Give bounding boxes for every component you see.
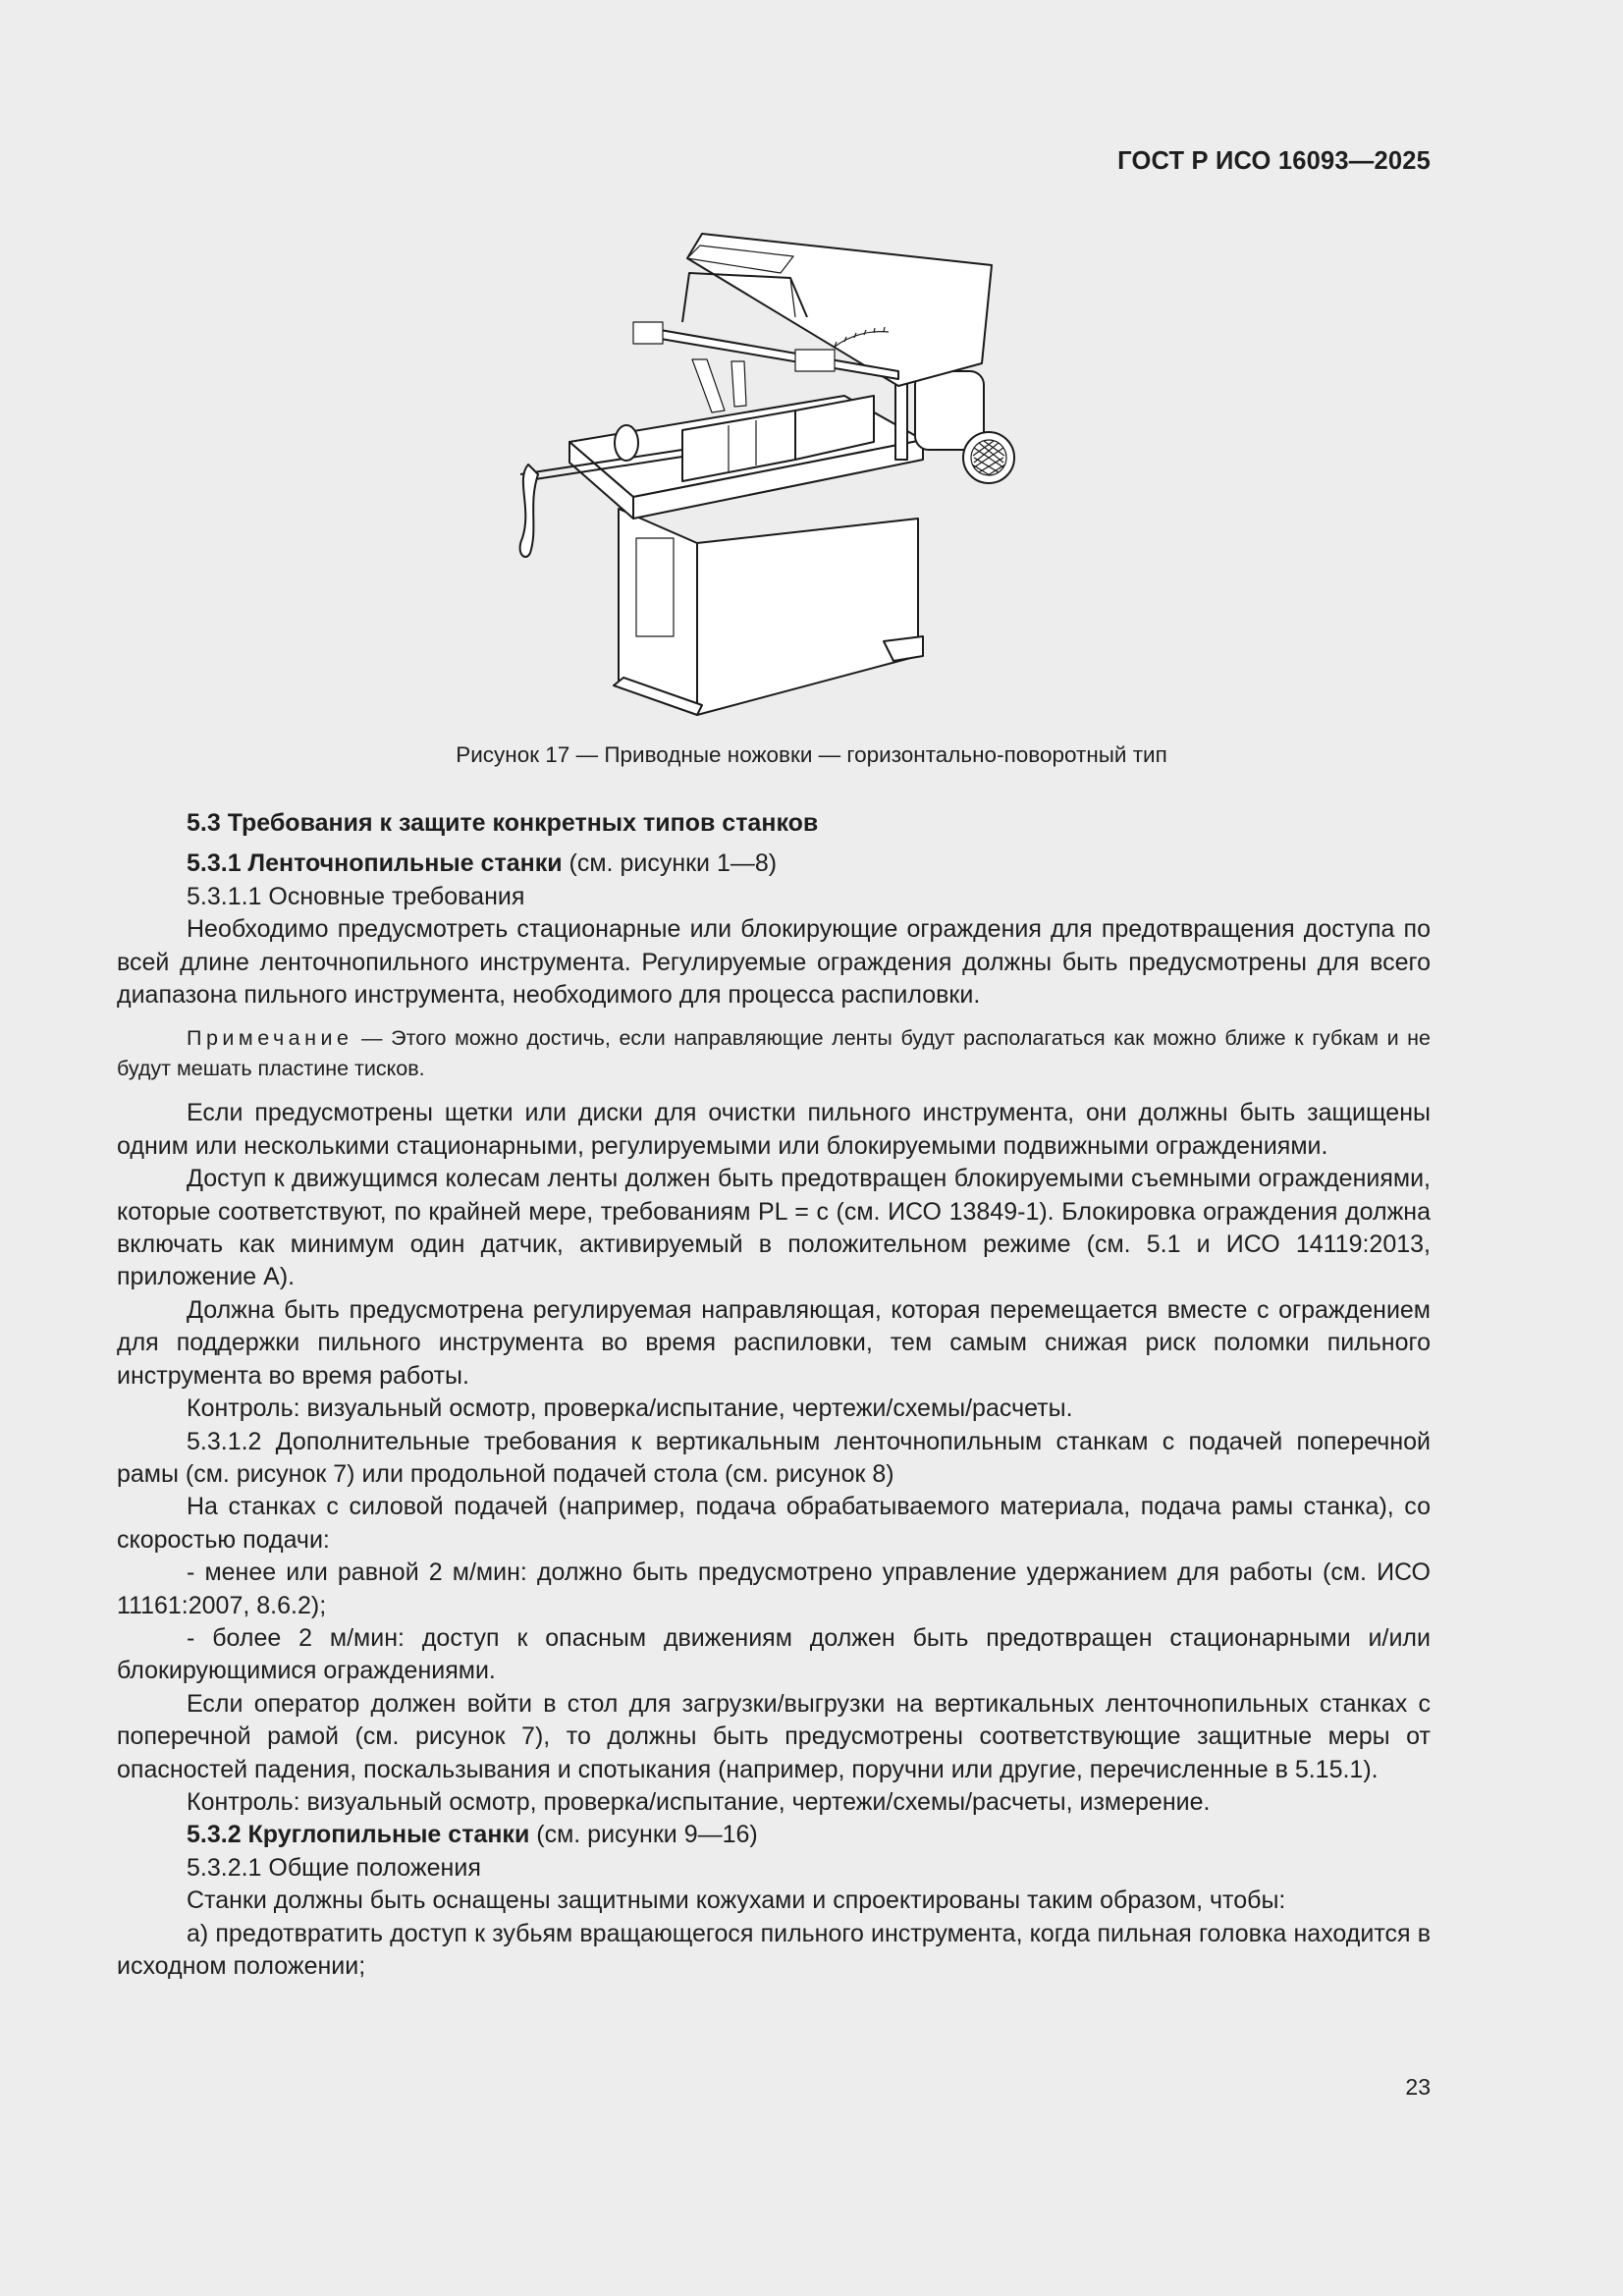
paragraph: Если оператор должен войти в стол для загрузки/выгрузки на вертикальных ленточнопильных станках с поперечной рамой (см. рисунок 7), то должны быть предусмотрены соответствующие защитные меры от опасностей падения, поскальзывания и спотыкания (например, поручни или другие, перечисленные в 5.15.1). bbox=[117, 1689, 1431, 1783]
paragraph: Если предусмотрены щетки или диски для очистки пильного инструмента, они должны быть защищены одним или несколькими стационарными, регулируемыми или блокируемыми подвижными ограждениями. bbox=[117, 1099, 1431, 1160]
note-text: — Этого можно достичь, если направляющие ленты будут располагаться как можно ближе к губкам и не будут мешать пластине тисков. bbox=[117, 1026, 1431, 1081]
subsection-5321: 5.3.2.1 Общие положения bbox=[187, 1853, 481, 1882]
subsection-531 bbox=[117, 847, 1431, 880]
subsection-532-ref: (см. рисунки 9—16) bbox=[529, 1821, 758, 1849]
subsection-532-title: 5.3.2 Круглопильные станки bbox=[187, 1821, 530, 1849]
paragraph: Станки должны быть оснащены защитными кожухами и спроектированы таким образом, чтобы: bbox=[187, 1886, 1286, 1915]
paragraph: Необходимо предусмотреть стационарные или блокирующие ограждения для предотвращения доступа по всей длине ленточнопильного инструмента. Регулируемые ограждения должны быть предусмотрены для всего диапазона пильного инструмента, необходимого для процесса распиловки. bbox=[117, 915, 1431, 1010]
paragraph: Доступ к движущимся колесам ленты должен быть предотвращен блокируемыми съемными ограждениями, которые соответствуют, по крайней мере, требованиям PL = c (см. ИСО 13849-1). Блокировка ограждения должна включать как минимум один датчик, активируемый в положительном режиме (см. 5.1 и ИСО 14119:2013, приложение А). bbox=[117, 1165, 1431, 1291]
paragraph: Контроль: визуальный осмотр, проверка/испытание, чертежи/схемы/расчеты, измерение. bbox=[187, 1787, 1211, 1816]
bandsaw-figure bbox=[511, 224, 1041, 717]
section-heading: 5.3 Требования к защите конкретных типов станков bbox=[187, 809, 819, 837]
subsection-531-title: 5.3.1 Ленточнопильные станки bbox=[187, 849, 563, 878]
list-item: а) предотвратить доступ к зубьям вращающегося пильного инструмента, когда пильная головка находится в исходном положении; bbox=[117, 1919, 1431, 1980]
note-label: Примечание bbox=[187, 1026, 353, 1051]
cabinet-panel bbox=[636, 538, 674, 636]
cabinet-front bbox=[697, 519, 918, 715]
paragraph: Должна быть предусмотрена регулируемая направляющая, которая перемещается вместе с ограждением для поддержки пильного инструмента во время распиловки, тем самым снижая риск поломки пильного инструмента во время работы. bbox=[117, 1295, 1431, 1390]
figure-caption: Рисунок 17 — Приводные ножовки — горизонтально-поворотный тип bbox=[456, 742, 1167, 767]
blade-guide-right bbox=[795, 350, 835, 371]
paragraph: Контроль: визуальный осмотр, проверка/испытание, чертежи/схемы/расчеты. bbox=[187, 1394, 1073, 1423]
blade-guide-left bbox=[633, 322, 663, 344]
list-item: - менее или равной 2 м/мин: должно быть предусмотрено управление удержанием для работы (см. ИСО 11161:2007, 8.6.2); bbox=[117, 1558, 1431, 1619]
subsection-531-ref: (см. рисунки 1—8) bbox=[562, 849, 778, 878]
page-number: 23 bbox=[1405, 2074, 1431, 2100]
rod-collar bbox=[615, 425, 638, 461]
paragraph: На станках с силовой подачей (например, подача обрабатываемого материала, подача рамы станка), со скоростью подачи: bbox=[117, 1493, 1431, 1554]
hand-lever bbox=[520, 465, 538, 557]
note bbox=[117, 1023, 1431, 1084]
subsection-5312: 5.3.1.2 Дополнительные требования к вертикальным ленточнопильным станкам с подачей поперечной рамы (см. рисунок 7) или продольной подачей стола (см. рисунок 8) bbox=[117, 1427, 1431, 1488]
list-item: - более 2 м/мин: доступ к опасным движениям должен быть предотвращен стационарными и/или блокирующимися ограждениями. bbox=[117, 1623, 1431, 1685]
subsection-5311: 5.3.1.1 Основные требования bbox=[187, 882, 525, 910]
subsection-532 bbox=[117, 1819, 1431, 1851]
document-header: ГОСТ Р ИСО 16093—2025 bbox=[1117, 147, 1431, 175]
document-body bbox=[117, 807, 1431, 1983]
